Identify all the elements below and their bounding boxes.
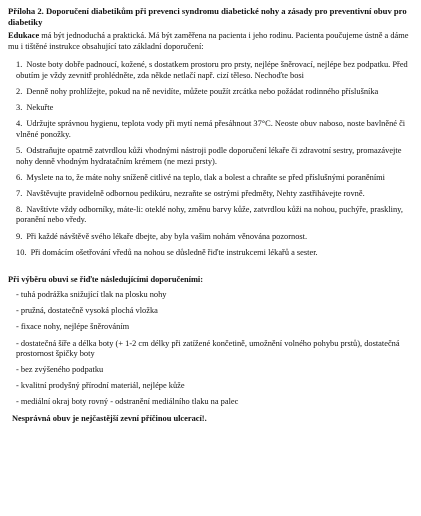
document-title: Příloha 2. Doporučení diabetikům při prevenci syndromu diabetické nohy a zásady pro preventivní obuv pro diabetiky (8, 6, 407, 27)
document-page (8, 6, 414, 424)
list-item: - fixace nohy, nejlépe šněrováním (16, 322, 130, 332)
item-text: Nekuřte (26, 103, 54, 113)
list-item: - pružná, dostatečně vysoká plochá vložka (16, 306, 158, 316)
list-item: - dostatečná šíře a délka boty (+ 1-2 cm délky při zatížené končetině, umožnění volného pohybu prstů), dostatečná prostornost špičky boty (16, 338, 400, 359)
closing-statement: Nesprávná obuv je nejčastější zevní příčinou ulcerací!. (12, 413, 207, 423)
item-text: Při domácím ošetřování vředů na nohou se důsledně řiďte instrukcemi lékařů a sester. (30, 247, 318, 257)
list-item: - mediální okraj boty rovný - odstranění mediálního tlaku na palec (16, 397, 239, 407)
item-text: Udržujte správnou hygienu, teplota vody při mytí nemá přesáhnout 37°C. Neoste obuv naboso, noste bavlněné či vlněné ponožky. (16, 119, 406, 139)
intro-text: má být jednoduchá a praktická. Má být zaměřena na pacienta i jeho rodinu. Pacienta poučujeme ústně a dáme mu i tištěné instrukce obsahující tato základní doporučení: (8, 31, 409, 51)
intro-paragraph (8, 31, 414, 52)
list-item (8, 87, 414, 98)
list-item (8, 205, 414, 226)
item-number: 5. (16, 145, 23, 155)
section-divider (8, 264, 414, 275)
intro-bold-word: Edukace (8, 31, 40, 41)
list-item (8, 103, 414, 114)
list-item (8, 189, 414, 200)
item-number: 6. (16, 172, 23, 182)
item-text: Odstraňujte opatrně zatvrdlou kůži vhodnými nástroji podle doporučení lékaře či zdravotní sestry, promazávejte nohy denně vhodným hydratačním krémem (ne mezi prsty). (16, 145, 402, 166)
list-item (8, 173, 414, 184)
item-number: 10. (16, 247, 27, 257)
item-text: Noste boty dobře padnoucí, kožené, s dostatkem prostoru pro prsty, nejlépe šněrovací, nejlépe bez podpatku. Před obutím je vždy zevnitř prohlédněte, zda někde netlačí např. cizí těleso. Nechoďte bosi (16, 60, 408, 80)
list-item (8, 232, 414, 243)
list-item (8, 119, 414, 140)
recommendations-list (8, 60, 414, 258)
item-number: 4. (16, 119, 23, 129)
item-text: Při každé návštěvě svého lékaře dbejte, aby byla vašim nohám věnována pozornost. (26, 231, 308, 241)
shoe-recommendations-list (8, 290, 414, 408)
item-number: 3. (16, 103, 23, 113)
item-number: 8. (16, 204, 23, 214)
item-text: Denně nohy prohlížejte, pokud na ně nevidíte, můžete použít zrcátka nebo požádat rodinného příslušníka (26, 87, 379, 97)
list-item (8, 60, 414, 81)
item-number: 2. (16, 87, 23, 97)
list-item (8, 248, 414, 259)
list-item: - bez zvýšeného podpatku (16, 365, 104, 375)
list-item (8, 146, 414, 167)
list-item: - kvalitní prodyšný přírodní materiál, nejlépe kůže (16, 381, 185, 391)
item-text: Navštěvujte pravidelně odbornou pedikúru, nezraňte se ostrými předměty, Nehty zastřihávejte rovně. (26, 188, 365, 198)
item-number: 7. (16, 188, 23, 198)
item-number: 1. (16, 60, 23, 70)
item-number: 9. (16, 231, 23, 241)
item-text: Navštívte vždy odborníky, máte-li: oteklé nohy, změnu barvy kůže, zatvrdlou kůži na nohou, puchýře, praskliny, poranění nebo vředy. (16, 204, 403, 225)
list-item: - tuhá podrážka snižující tlak na plosku nohy (16, 290, 167, 300)
item-text: Myslete na to, že máte nohy sníženě citlivé na teplo, tlak a bolest a chraňte se před příslušnými poraněními (26, 172, 385, 182)
shoes-heading: Při výběru obuvi se řiďte následujícími doporučeními: (8, 274, 204, 284)
